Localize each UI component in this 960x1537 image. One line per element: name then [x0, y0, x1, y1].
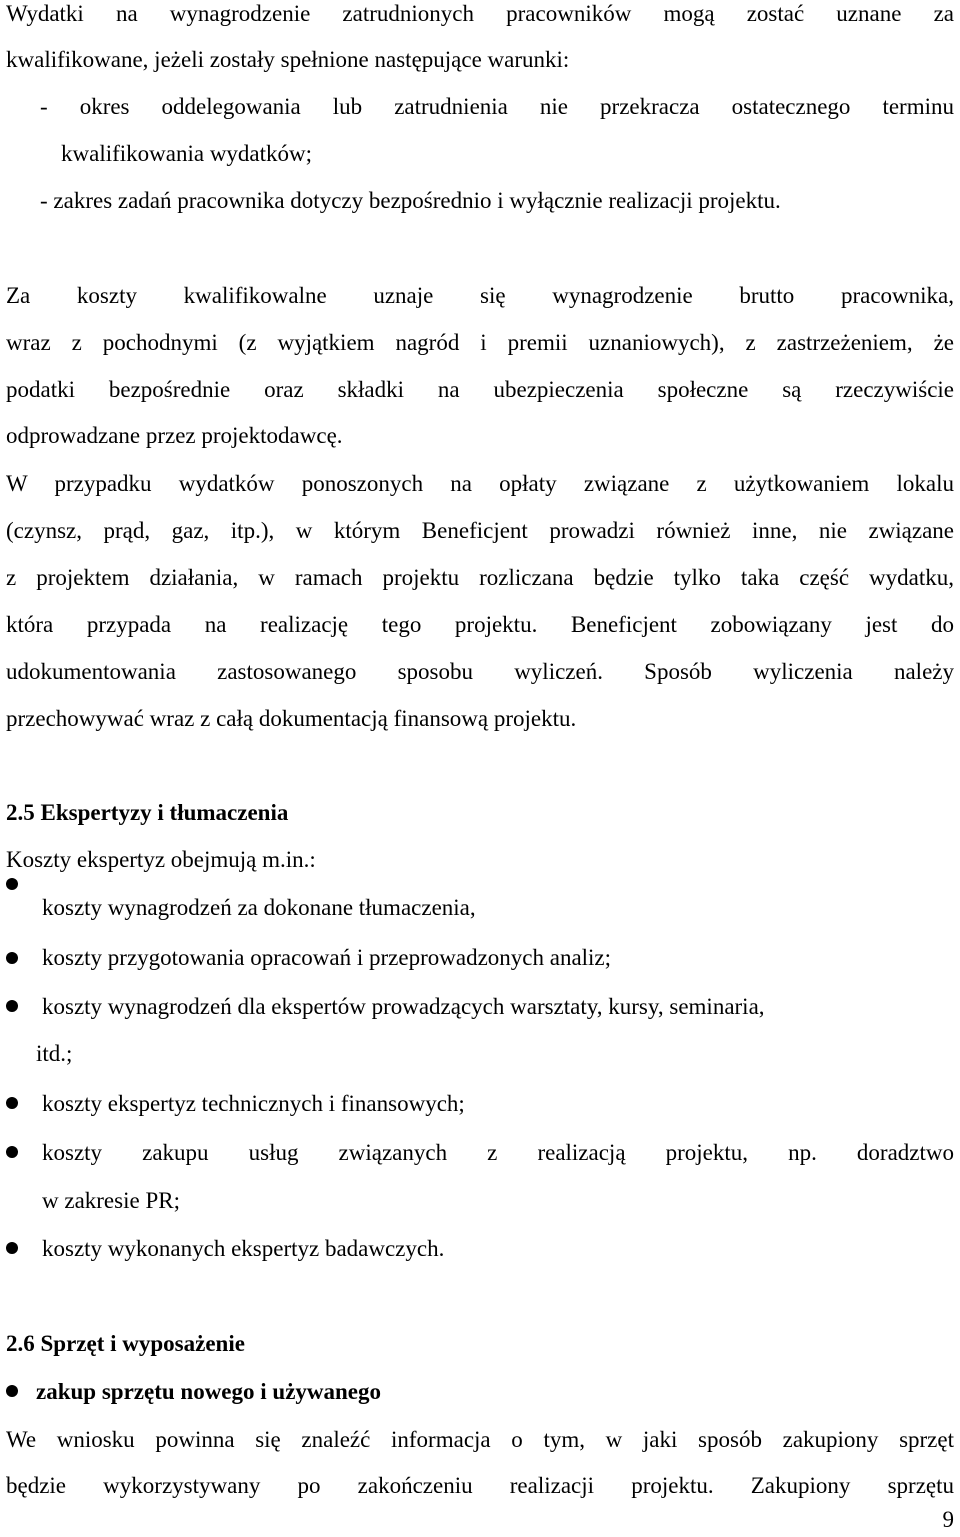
para-lokal-line-6: przechowywać wraz z całą dokumentacją finansową projektu.	[6, 706, 577, 731]
para-lokal-line-5: udokumentowania zastosowanego sposobu wyliczeń. Sposób wyliczenia należy	[6, 659, 954, 684]
page-number: 9	[942, 1507, 954, 1532]
section-2-6-heading: 2.6 Sprzęt i wyposażenie	[6, 1331, 245, 1356]
para-lokal-line-3: z projektem działania, w ramach projektu rozliczana będzie tylko taka część wydatku,	[6, 565, 954, 590]
condition-1-line-2: kwalifikowania wydatków;	[61, 141, 313, 166]
list-item-3-line-1: koszty wynagrodzeń dla ekspertów prowadzących warsztaty, kursy, seminaria,	[42, 994, 765, 1019]
bullet-icon	[6, 1097, 18, 1109]
list-item-5-line-2: w zakresie PR;	[42, 1188, 180, 1213]
condition-1-line-1: - okres oddelegowania lub zatrudnienia nie przekracza ostatecznego terminu	[40, 94, 954, 119]
section-2-5-heading: 2.5 Ekspertyzy i tłumaczenia	[6, 800, 289, 825]
bullet-icon	[6, 952, 18, 964]
list-item-1: koszty wynagrodzeń za dokonane tłumaczenia,	[42, 895, 476, 920]
bullet-icon	[6, 1242, 18, 1254]
bullet-icon	[6, 1385, 18, 1397]
para-lokal-line-2: (czynsz, prąd, gaz, itp.), w którym Beneficjent prowadzi również inne, nie związane	[6, 518, 954, 543]
section-2-6-line-1: We wniosku powinna się znaleźć informacja o tym, w jaki sposób zakupiony sprzęt	[6, 1427, 954, 1452]
list-item-5-line-1: koszty zakupu usług związanych z realizacją projektu, np. doradztwo	[42, 1140, 954, 1165]
para-brutto-line-4: odprowadzane przez projektodawcę.	[6, 423, 343, 448]
para-brutto-line-3: podatki bezpośrednie oraz składki na ubezpieczenia społeczne są rzeczywiście	[6, 377, 954, 402]
section-2-5-intro: Koszty ekspertyz obejmują m.in.:	[6, 847, 316, 872]
bullet-icon	[6, 1146, 18, 1158]
intro-line-1: Wydatki na wynagrodzenie zatrudnionych pracowników mogą zostać uznane za	[6, 1, 954, 26]
section-2-6-line-2: będzie wykorzystywany po zakończeniu realizacji projektu. Zakupiony sprzętu	[6, 1473, 954, 1498]
section-2-6-bullet: zakup sprzętu nowego i używanego	[36, 1379, 382, 1404]
para-lokal-line-1: W przypadku wydatków ponoszonych na opłaty związane z użytkowaniem lokalu	[6, 471, 954, 496]
list-item-2: koszty przygotowania opracowań i przeprowadzonych analiz;	[42, 945, 612, 970]
intro-line-2: kwalifikowane, jeżeli zostały spełnione następujące warunki:	[6, 47, 570, 72]
list-item-3-line-2: itd.;	[36, 1041, 73, 1066]
condition-2: - zakres zadań pracownika dotyczy bezpośrednio i wyłącznie realizacji projektu.	[40, 188, 781, 213]
para-lokal-line-4: która przypada na realizację tego projektu. Beneficjent zobowiązany jest do	[6, 612, 954, 637]
bullet-icon	[6, 1000, 18, 1012]
bullet-icon	[6, 878, 18, 890]
list-item-6: koszty wykonanych ekspertyz badawczych.	[42, 1236, 445, 1261]
para-brutto-line-1: Za koszty kwalifikowalne uznaje się wynagrodzenie brutto pracownika,	[6, 283, 954, 308]
list-item-4: koszty ekspertyz technicznych i finansowych;	[42, 1091, 465, 1116]
para-brutto-line-2: wraz z pochodnymi (z wyjątkiem nagród i premii uznaniowych), z zastrzeżeniem, że	[6, 330, 954, 355]
